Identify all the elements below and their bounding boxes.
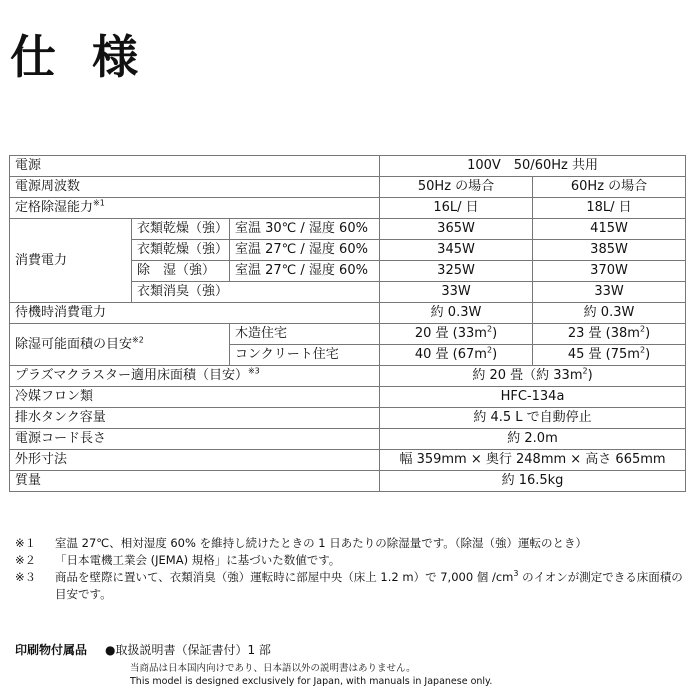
footnote-mark: ※３ xyxy=(15,570,37,584)
condition-cell: 室温 30℃ / 湿度 60% xyxy=(230,219,380,240)
footnote-mark: ※１ xyxy=(15,536,37,550)
cell-60hz: 415W xyxy=(533,219,686,240)
accessories-item: ●取扱説明書（保証書付）1 部 xyxy=(105,643,271,657)
row-label: 電源コード長さ xyxy=(10,429,380,450)
spec-table xyxy=(9,155,686,492)
cell-50hz: 33W xyxy=(380,282,533,303)
cell-60hz: 33W xyxy=(533,282,686,303)
cell-60hz: 18L/ 日 xyxy=(533,198,686,219)
condition-cell: 室温 27℃ / 湿度 60% xyxy=(230,240,380,261)
cell-50hz: 50Hz の場合 xyxy=(380,177,533,198)
accessories-label: 印刷物付属品 xyxy=(15,643,88,657)
table-row xyxy=(10,156,686,177)
row-label: 排水タンク容量 xyxy=(10,408,380,429)
footnote xyxy=(15,535,685,552)
row-value: 約 16.5kg xyxy=(380,471,686,492)
table-row xyxy=(10,387,686,408)
table-row xyxy=(10,429,686,450)
cell-60hz: 385W xyxy=(533,240,686,261)
row-label: 待機時消費電力 xyxy=(10,303,380,324)
footnote-mark: ※２ xyxy=(15,553,37,567)
cell-60hz: 23 畳 $(38m^2)$ xyxy=(533,324,686,345)
mode-cell: 衣類乾燥（強） xyxy=(132,240,230,261)
page-title: 仕 様 xyxy=(10,30,149,84)
row-value: 約 4.5 L で自動停止 xyxy=(380,408,686,429)
footnote-text: 商品を壁際に置いて、衣類消臭（強）運転時に部屋中央（床上 1.2 m）で 7,000 個 $/cm^3$ のイオンが測定できる床面積の目安です。 xyxy=(55,569,683,601)
disclaimer-jp: 当商品は日本国内向けであり、日本語以外の説明書はありません。 xyxy=(130,663,416,674)
house-type-cell: 木造住宅 xyxy=(230,324,380,345)
disclaimer-en: This model is designed exclusively for Japan, with manuals in Japanese only. xyxy=(130,676,493,687)
cell-50hz: 40 畳 $(67m^2)$ xyxy=(380,345,533,366)
mode-cell: 衣類消臭（強） xyxy=(132,282,380,303)
cell-50hz: 365W xyxy=(380,219,533,240)
row-label: 定格除湿能力$^{※1}$ xyxy=(10,198,380,219)
table-row xyxy=(10,366,686,387)
table-row xyxy=(10,324,686,345)
table-row xyxy=(10,471,686,492)
row-label: 冷媒フロン類 xyxy=(10,387,380,408)
footnote xyxy=(15,569,685,603)
row-value: HFC-134a xyxy=(380,387,686,408)
footnotes xyxy=(15,535,685,603)
table-row xyxy=(10,450,686,471)
cell-50hz: 16L/ 日 xyxy=(380,198,533,219)
mode-cell: 衣類乾燥（強） xyxy=(132,219,230,240)
table-row xyxy=(10,177,686,198)
cell-50hz: 20 畳 $(33m^2)$ xyxy=(380,324,533,345)
row-label: 外形寸法 xyxy=(10,450,380,471)
row-value: 幅 359mm × 奥行 248mm × 高さ 665mm xyxy=(380,450,686,471)
footnote-mark: ※2 xyxy=(132,335,144,345)
footnote xyxy=(15,552,685,569)
cell-60hz: 約 0.3W xyxy=(533,303,686,324)
cell-50hz: 345W xyxy=(380,240,533,261)
cell-50hz: 約 0.3W xyxy=(380,303,533,324)
cell-50hz: 325W xyxy=(380,261,533,282)
footer-disclaimer xyxy=(130,662,492,688)
table-row xyxy=(10,408,686,429)
cell-60hz: 45 畳 $(75m^2)$ xyxy=(533,345,686,366)
footnote-mark: ※1 xyxy=(93,198,105,208)
footnote-text: 室温 27℃、相対湿度 60% を維持し続けたときの 1 日あたりの除湿量です。（除湿（強）運転のとき） xyxy=(55,536,588,550)
mode-cell: 除 湿（強） xyxy=(132,261,230,282)
table-row xyxy=(10,198,686,219)
accessories xyxy=(15,641,271,658)
table-row xyxy=(10,219,686,240)
footnote-mark: ※3 xyxy=(247,366,260,376)
house-type-cell: コンクリート住宅 xyxy=(230,345,380,366)
row-label: 電源 xyxy=(10,156,380,177)
condition-cell: 室温 27℃ / 湿度 60% xyxy=(230,261,380,282)
row-label: プラズマクラスター適用床面積（目安）$^{※3}$ xyxy=(10,366,380,387)
row-value: 約 2.0m xyxy=(380,429,686,450)
row-value: 約 20 畳（約 $33m^2$) xyxy=(380,366,686,387)
row-label: 質量 xyxy=(10,471,380,492)
row-value: 100V 50/60Hz 共用 xyxy=(380,156,686,177)
footnote-text: 「日本電機工業会 (JEMA) 規格」に基づいた数値です。 xyxy=(55,553,341,567)
row-label: 電源周波数 xyxy=(10,177,380,198)
row-label: 除湿可能面積の目安$^{※2}$ xyxy=(10,324,230,366)
table-row xyxy=(10,303,686,324)
row-label: 消費電力 xyxy=(10,219,132,303)
cell-60hz: 60Hz の場合 xyxy=(533,177,686,198)
cell-60hz: 370W xyxy=(533,261,686,282)
